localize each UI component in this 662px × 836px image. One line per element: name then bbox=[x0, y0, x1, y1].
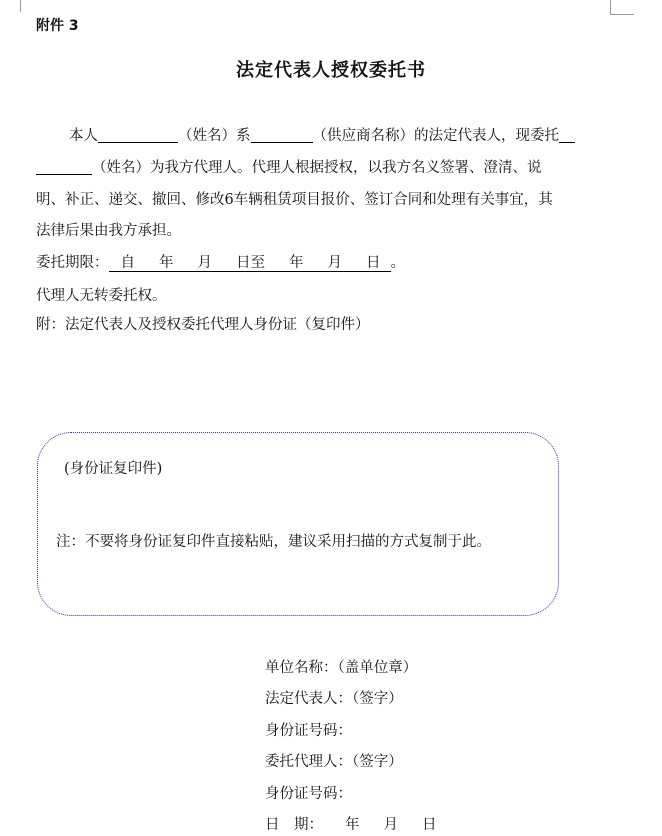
signature-date-year: 年 bbox=[345, 817, 360, 833]
page-corner-mark-right-horizontal bbox=[610, 14, 634, 15]
attachment-label: 附件 3 bbox=[36, 18, 79, 34]
signature-unit-name: 单位名称：（盖单位章） bbox=[265, 660, 418, 676]
paragraph-line-4: 法律后果由我方承担。 bbox=[36, 223, 181, 239]
signature-id-number-2: 身份证号码： bbox=[265, 786, 352, 802]
term-label: 委托期限： bbox=[36, 255, 109, 271]
term-line bbox=[36, 251, 405, 272]
signature-date-day: 日 bbox=[422, 817, 437, 833]
para-text-supplier: （供应商名称）的法定代表人，现委托 bbox=[312, 128, 559, 144]
signature-date-line bbox=[265, 813, 437, 834]
para-text-self: 本人 bbox=[69, 128, 98, 144]
para-text-name-tag: （姓名）系 bbox=[178, 128, 251, 144]
term-end-period: 。 bbox=[390, 255, 405, 271]
no-transfer-statement: 代理人无转委托权。 bbox=[36, 288, 167, 304]
agent-name-blank-start[interactable] bbox=[559, 126, 575, 143]
term-from: 自 bbox=[120, 255, 135, 271]
para-text-2: （姓名）为我方代理人。代理人根据授权，以我方名义签署、澄清、说 bbox=[92, 160, 542, 176]
term-day-to: 日至 bbox=[236, 255, 265, 271]
signature-date-month: 月 bbox=[383, 817, 398, 833]
id-copy-instruction: 注：不要将身份证复印件直接粘贴，建议采用扫描的方式复制于此。 bbox=[56, 534, 491, 550]
signature-legal-representative: 法定代表人：（签字） bbox=[265, 691, 403, 707]
term-day-2: 日 bbox=[366, 255, 381, 271]
agent-name-blank[interactable] bbox=[36, 158, 92, 175]
page-corner-mark-left bbox=[20, 0, 21, 12]
document-title: 法定代表人授权委托书 bbox=[236, 60, 426, 81]
signature-id-number-1: 身份证号码： bbox=[265, 723, 352, 739]
supplier-blank[interactable] bbox=[251, 126, 313, 143]
paragraph-line-1 bbox=[69, 124, 575, 145]
id-copy-label: (身份证复印件) bbox=[64, 461, 163, 477]
paragraph-line-3: 明、补正、递交、撤回、修改6车辆租赁项目报价、签订合同和处理有关事宜，其 bbox=[36, 192, 553, 208]
signature-agent: 委托代理人：（签字） bbox=[265, 754, 403, 770]
attachment-note: 附：法定代表人及授权委托代理人身份证（复印件） bbox=[36, 317, 370, 333]
term-month: 月 bbox=[197, 255, 212, 271]
signature-date-label: 日 期： bbox=[265, 817, 323, 833]
name-blank[interactable] bbox=[98, 126, 178, 143]
term-month-2: 月 bbox=[327, 255, 342, 271]
paragraph-line-2 bbox=[36, 156, 542, 177]
term-range[interactable] bbox=[109, 255, 391, 272]
term-year: 年 bbox=[159, 255, 174, 271]
page-corner-mark-right bbox=[610, 0, 611, 14]
term-year-2: 年 bbox=[289, 255, 304, 271]
